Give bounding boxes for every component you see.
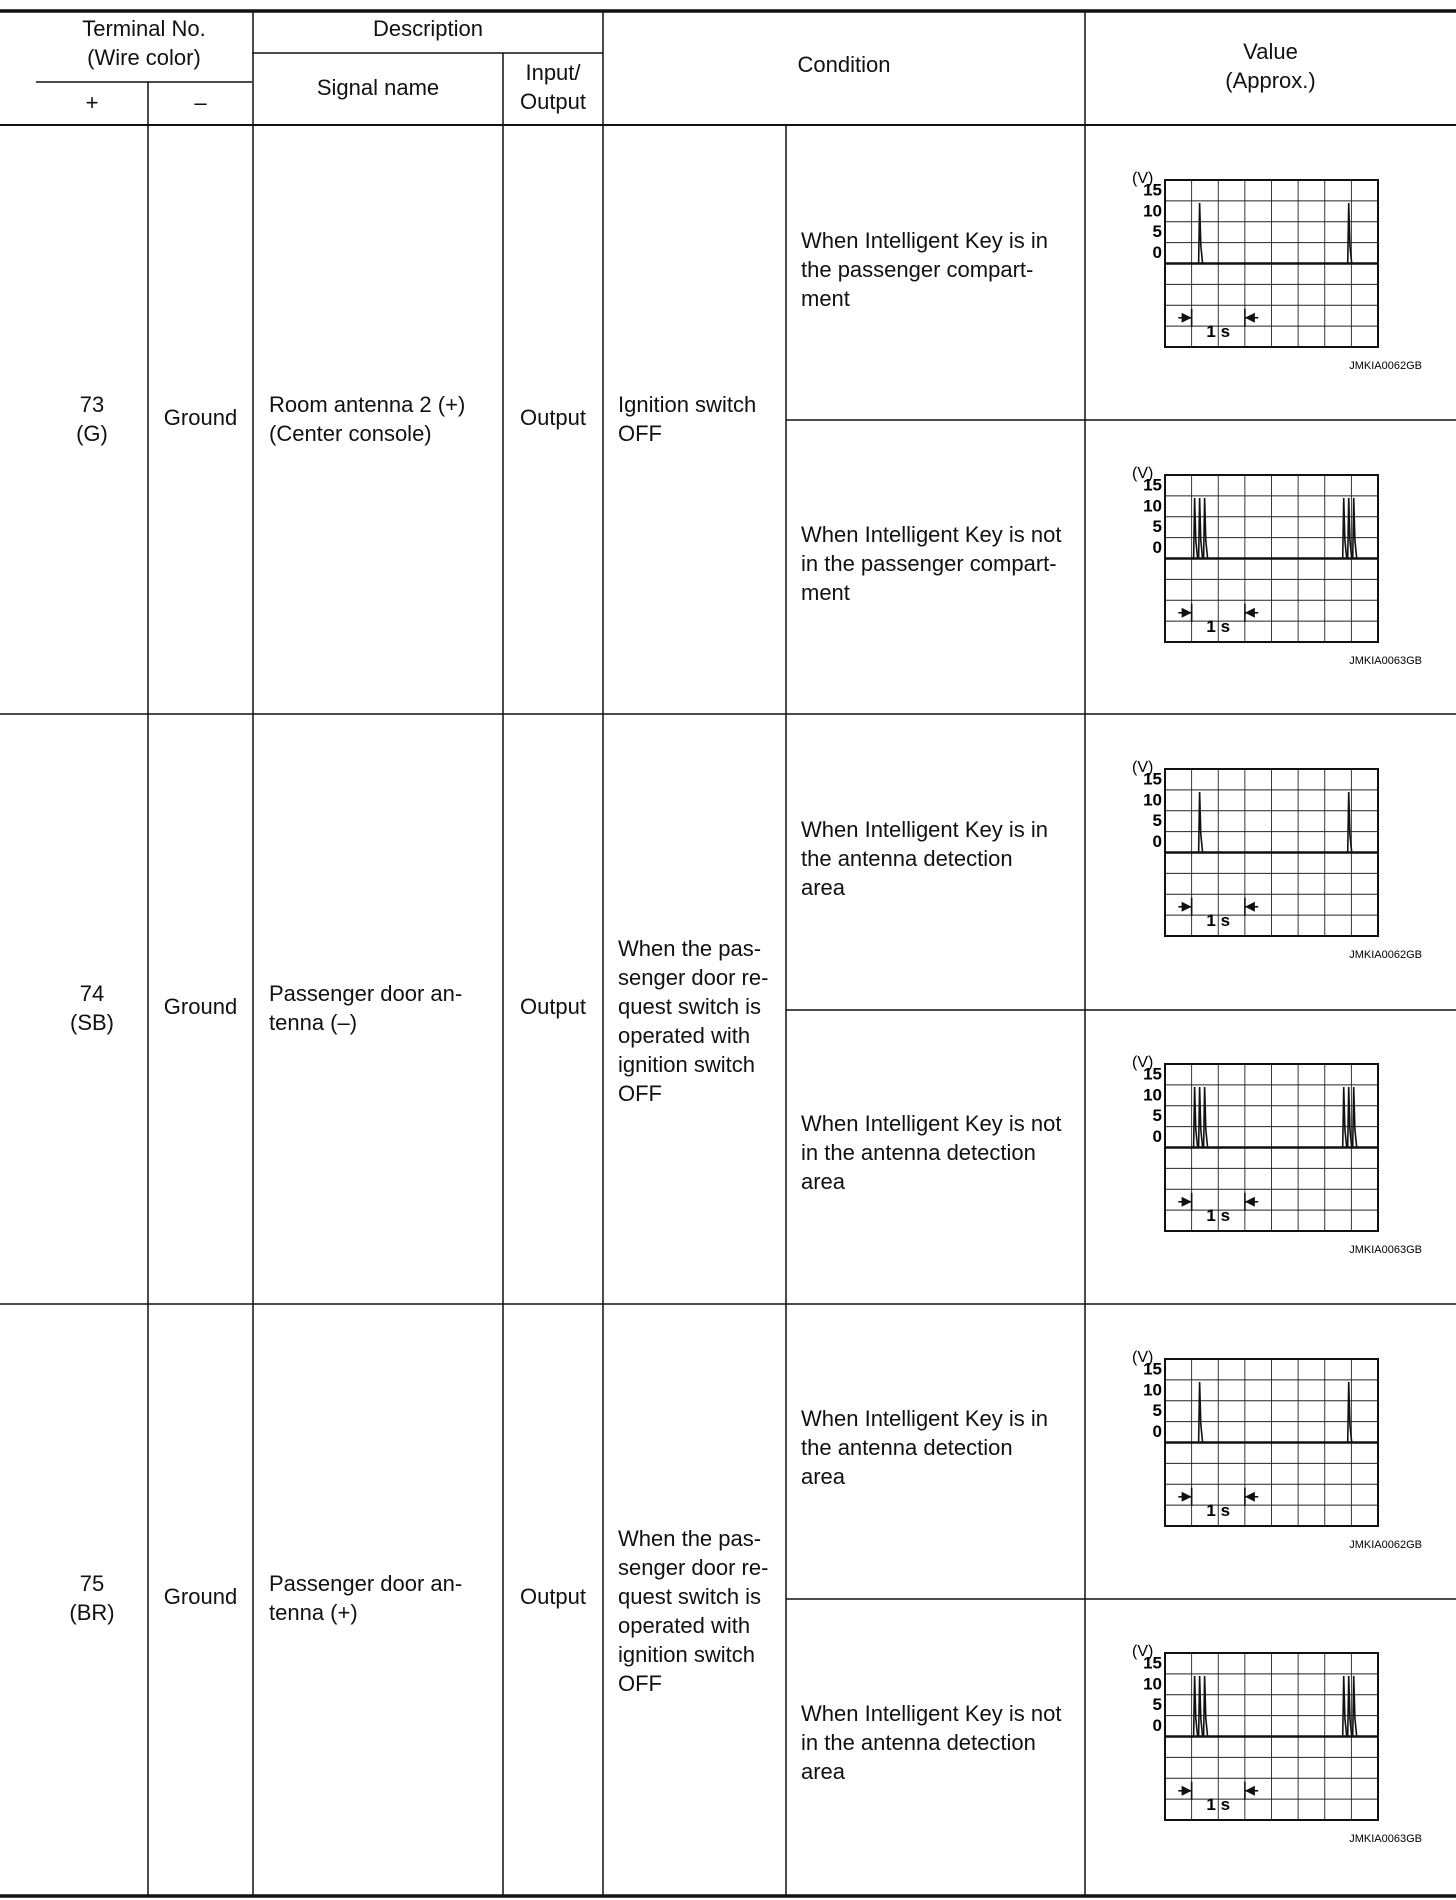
row-74-terminal: 74 (SB)	[70, 981, 114, 1035]
header-terminal-no: Terminal No. (Wire color)	[82, 16, 206, 70]
scope-svg	[1110, 1339, 1428, 1589]
scope-pulse	[1199, 792, 1203, 853]
row-73-sub-1: When Intelligent Key is in the passenger compart- ment	[801, 228, 1049, 311]
row-75-sub-2: When Intelligent Key is not in the antenna detection area	[801, 1701, 1062, 1784]
row-73-ground: Ground	[163, 405, 238, 430]
scope-pulse	[1353, 498, 1357, 559]
scope-y-tick-label: 15	[1143, 180, 1162, 200]
scope-y-tick-label: 15	[1143, 1653, 1162, 1673]
scope-time-arrowhead	[1245, 1197, 1255, 1207]
scope-figure-id: JMKIA0063GB	[1349, 1833, 1422, 1845]
scope-unit-label: (V)	[1132, 170, 1154, 187]
scope-figure-id: JMKIA0062GB	[1349, 949, 1422, 961]
scope-time-arrowhead	[1182, 313, 1192, 323]
scope-y-tick-label: 0	[1152, 1127, 1162, 1147]
scope-y-tick-label: 10	[1143, 496, 1162, 516]
scope-pulse	[1199, 203, 1203, 264]
scope-pulse	[1194, 1676, 1198, 1737]
scope-unit-label: (V)	[1132, 759, 1154, 776]
scope-y-tick-label: 5	[1152, 811, 1162, 831]
header-signal-name: Signal name	[316, 75, 440, 100]
waveform-single-pulse	[1110, 749, 1428, 999]
scope-unit-label: (V)	[1132, 1643, 1154, 1660]
scope-time-arrowhead	[1245, 313, 1255, 323]
row-74-condition: When the pas- senger door re- quest switch is operated with ignition switch OFF	[618, 936, 769, 1106]
scope-pulse	[1194, 498, 1198, 559]
header-value: Value (Approx.)	[1225, 39, 1316, 93]
scope-time-label: 1 s	[1206, 1500, 1231, 1520]
scope-figure-id: JMKIA0062GB	[1349, 360, 1422, 372]
scope-svg	[1110, 1044, 1428, 1294]
header-condition: Condition	[797, 52, 891, 77]
row-74-sub-2: When Intelligent Key is not in the antenna detection area	[801, 1111, 1062, 1194]
row-73-sub-2: When Intelligent Key is not in the passenger compart- ment	[801, 522, 1062, 605]
scope-y-tick-label: 10	[1143, 1380, 1162, 1400]
waveform-burst-pulse	[1110, 1633, 1428, 1883]
scope-pulse	[1204, 1087, 1208, 1148]
scope-time-label: 1 s	[1206, 321, 1231, 341]
waveform-single-pulse	[1110, 160, 1428, 410]
scope-pulse	[1343, 498, 1347, 559]
scope-time-arrowhead	[1182, 1786, 1192, 1796]
scope-y-tick-label: 15	[1143, 769, 1162, 789]
scope-y-tick-label: 5	[1152, 1106, 1162, 1126]
row-75-condition: When the pas- senger door re- quest switch is operated with ignition switch OFF	[618, 1526, 769, 1696]
scope-time-label: 1 s	[1206, 1794, 1231, 1814]
scope-pulse	[1199, 498, 1203, 559]
waveform-single-pulse	[1110, 1339, 1428, 1589]
row-75-io: Output	[519, 1584, 587, 1609]
scope-svg	[1110, 1633, 1428, 1883]
scope-y-tick-label: 10	[1143, 790, 1162, 810]
scope-y-tick-label: 0	[1152, 1716, 1162, 1736]
scope-svg	[1110, 749, 1428, 999]
scope-y-tick-label: 15	[1143, 1359, 1162, 1379]
scope-y-tick-label: 15	[1143, 1064, 1162, 1084]
scope-time-arrowhead	[1182, 1197, 1192, 1207]
row-74-signal: Passenger door an- tenna (–)	[269, 981, 463, 1035]
scope-time-label: 1 s	[1206, 910, 1231, 930]
header-minus: –	[194, 90, 207, 115]
scope-time-arrowhead	[1182, 902, 1192, 912]
scope-figure-id: JMKIA0063GB	[1349, 655, 1422, 667]
scope-pulse	[1353, 1676, 1357, 1737]
row-73-condition: Ignition switch OFF	[618, 392, 757, 446]
scope-time-arrowhead	[1245, 902, 1255, 912]
scope-time-label: 1 s	[1206, 616, 1231, 636]
scope-svg	[1110, 160, 1428, 410]
scope-time-arrowhead	[1245, 1786, 1255, 1796]
header-plus: +	[85, 90, 99, 115]
scope-y-tick-label: 15	[1143, 475, 1162, 495]
scope-y-tick-label: 0	[1152, 832, 1162, 852]
scope-y-tick-label: 5	[1152, 222, 1162, 242]
scope-time-arrowhead	[1245, 608, 1255, 618]
scope-pulse	[1343, 1676, 1347, 1737]
waveform-burst-pulse	[1110, 455, 1428, 705]
waveform-burst-pulse	[1110, 1044, 1428, 1294]
scope-y-tick-label: 5	[1152, 1401, 1162, 1421]
scope-y-tick-label: 5	[1152, 517, 1162, 537]
scope-y-tick-label: 0	[1152, 243, 1162, 263]
row-75-signal: Passenger door an- tenna (+)	[269, 1571, 463, 1625]
scope-time-label: 1 s	[1206, 1205, 1231, 1225]
scope-time-arrowhead	[1245, 1492, 1255, 1502]
scope-pulse	[1343, 1087, 1347, 1148]
scope-y-tick-label: 10	[1143, 1085, 1162, 1105]
row-75-ground: Ground	[163, 1584, 238, 1609]
scope-pulse	[1199, 1382, 1203, 1443]
row-75-terminal: 75 (BR)	[69, 1571, 115, 1625]
scope-pulse	[1199, 1676, 1203, 1737]
scope-figure-id: JMKIA0062GB	[1349, 1539, 1422, 1551]
row-75-sub-1: When Intelligent Key is in the antenna detection area	[801, 1406, 1049, 1489]
row-73-signal: Room antenna 2 (+) (Center console)	[269, 392, 466, 446]
scope-unit-label: (V)	[1132, 1054, 1154, 1071]
scope-pulse	[1353, 1087, 1357, 1148]
scope-y-tick-label: 10	[1143, 1674, 1162, 1694]
row-74-ground: Ground	[163, 994, 238, 1019]
scope-y-tick-label: 5	[1152, 1695, 1162, 1715]
row-74-io: Output	[519, 994, 587, 1019]
scope-pulse	[1204, 1676, 1208, 1737]
scope-time-arrowhead	[1182, 608, 1192, 618]
scope-time-arrowhead	[1182, 1492, 1192, 1502]
scope-y-tick-label: 10	[1143, 201, 1162, 221]
header-description: Description	[372, 16, 484, 41]
scope-y-tick-label: 0	[1152, 538, 1162, 558]
row-73-terminal: 73 (G)	[76, 392, 108, 446]
scope-pulse	[1204, 498, 1208, 559]
scope-unit-label: (V)	[1132, 465, 1154, 482]
row-74-sub-1: When Intelligent Key is in the antenna detection area	[801, 817, 1049, 900]
scope-pulse	[1199, 1087, 1203, 1148]
scope-unit-label: (V)	[1132, 1349, 1154, 1366]
scope-pulse	[1194, 1087, 1198, 1148]
scope-y-tick-label: 0	[1152, 1422, 1162, 1442]
header-input-output: Input/ Output	[519, 60, 587, 114]
row-73-io: Output	[519, 405, 587, 430]
scope-svg	[1110, 455, 1428, 705]
scope-figure-id: JMKIA0063GB	[1349, 1244, 1422, 1256]
